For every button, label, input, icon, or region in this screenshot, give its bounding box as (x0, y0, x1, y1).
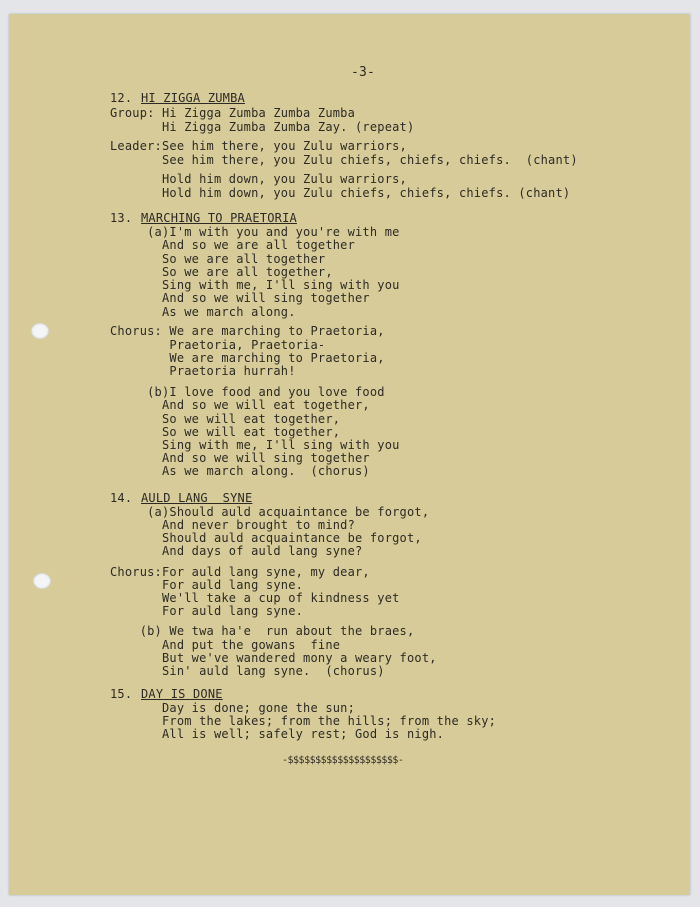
song-title: AULD LANG SYNE (141, 491, 253, 505)
lyric-line: And so we will eat together, (110, 398, 370, 412)
lyric-line: And so we are all together (110, 238, 356, 252)
lyric-line: Leader:See him there, you Zulu warriors, (110, 139, 407, 153)
lyric-line: Group: Hi Zigga Zumba Zumba Zumba (110, 106, 356, 120)
song-title: DAY IS DONE (141, 687, 223, 701)
lyric-line: Chorus:For auld lang syne, my dear, (110, 565, 370, 579)
punch-hole-lower (33, 573, 51, 589)
lyric-line: We'll take a cup of kindness yet (110, 591, 400, 605)
lyric-line: Chorus: We are marching to Praetoria, (110, 324, 385, 338)
lyric-line: We are marching to Praetoria, (110, 351, 385, 365)
lyric-line: As we march along. (chorus) (110, 464, 370, 478)
lyric-line: So we will eat together, (110, 425, 341, 439)
lyric-line: For auld lang syne. (110, 604, 304, 618)
song-number: 15. (110, 687, 133, 701)
lyric-line: And so we will sing together (110, 451, 370, 465)
lyric-line: And put the gowans fine (110, 638, 341, 652)
lyric-line: But we've wandered mony a weary foot, (110, 651, 437, 665)
lyric-line: Hi Zigga Zumba Zumba Zay. (repeat) (110, 120, 415, 134)
song-number: 13. (110, 211, 133, 225)
lyric-line: (b) We twa ha'e run about the braes, (110, 624, 415, 638)
lyric-line: Sin' auld lang syne. (chorus) (110, 664, 385, 678)
lyric-line: And days of auld lang syne? (110, 544, 363, 558)
lyric-line: Sing with me, I'll sing with you (110, 438, 400, 452)
lyric-line: Praetoria, Praetoria- (110, 338, 326, 352)
punch-hole-upper (31, 323, 49, 339)
lyric-line: Praetoria hurrah! (110, 364, 296, 378)
lyric-line: So we are all together (110, 252, 326, 266)
song-number: 12. (110, 91, 133, 105)
lyric-line: All is well; safely rest; God is nigh. (110, 727, 445, 741)
lyric-line: And so we will sing together (110, 291, 370, 305)
page-number: -3- (351, 65, 376, 80)
lyric-line: (a)Should auld acquaintance be forgot, (110, 505, 430, 519)
lyric-line: For auld lang syne. (110, 578, 304, 592)
lyric-line: So we will eat together, (110, 412, 341, 426)
lyric-line: See him there, you Zulu chiefs, chiefs, chiefs. (chant) (110, 153, 578, 167)
lyric-line: Should auld acquaintance be forgot, (110, 531, 422, 545)
lyric-line: Day is done; gone the sun; (110, 701, 356, 715)
song-title: HI ZIGGA ZUMBA (141, 91, 245, 105)
lyric-line: Hold him down, you Zulu chiefs, chiefs, chiefs. (chant) (110, 186, 571, 200)
lyric-line: (b)I love food and you love food (110, 385, 385, 399)
lyric-line: Hold him down, you Zulu warriors, (110, 172, 407, 186)
lyric-line: As we march along. (110, 305, 296, 319)
lyric-line: So we are all together, (110, 265, 333, 279)
lyric-line: (a)I'm with you and you're with me (110, 225, 400, 239)
lyric-line: Sing with me, I'll sing with you (110, 278, 400, 292)
lyric-line: And never brought to mind? (110, 518, 356, 532)
song-title: MARCHING TO PRAETORIA (141, 211, 297, 225)
lyric-line: From the lakes; from the hills; from the sky; (110, 714, 497, 728)
end-mark: -$$$$$$$$$$$$$$$$$$$$- (282, 755, 404, 766)
song-number: 14. (110, 491, 133, 505)
